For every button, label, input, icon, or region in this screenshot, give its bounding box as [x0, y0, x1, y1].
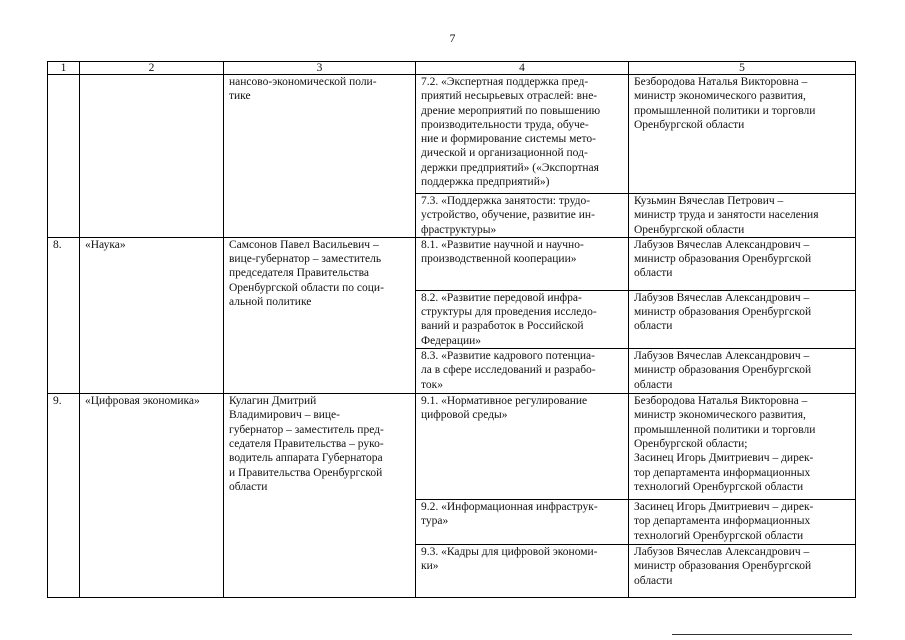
- subproject-name-line: ток»: [421, 378, 443, 391]
- subproject-name-line: цифровой среды»: [421, 409, 508, 422]
- subproject-name-line: устройство, обучение, развитие ин-: [421, 209, 595, 222]
- header-col-4: 4: [416, 62, 629, 75]
- project-curator-line: Самсонов Павел Васильевич –: [229, 238, 379, 251]
- subproject-name-line: дической и организационной под-: [421, 147, 588, 160]
- responsible-person-line: министр экономического развития,: [634, 90, 806, 103]
- responsible-person-line: министр экономического развития,: [634, 409, 806, 422]
- responsible-person-line: Засинец Игорь Дмитриевич – дирек-: [634, 452, 814, 465]
- project-curator-line: вице-губернатор – заместитель: [229, 253, 382, 266]
- responsible-person: [629, 194, 856, 238]
- responsible-person-line: тор департамента информационных: [634, 466, 811, 479]
- responsible-person-line: Оренбургской области: [634, 223, 745, 236]
- project-curator-line: области: [229, 480, 268, 493]
- project-curator-line: нансово-экономической поли-: [229, 76, 377, 88]
- project-curator-line: тике: [229, 90, 251, 103]
- subproject-name-line: тура»: [421, 515, 449, 528]
- subproject-name: [416, 349, 629, 394]
- project-curator-line: Оренбургской области по соци-: [229, 281, 384, 294]
- responsible-person-line: области: [634, 320, 673, 333]
- project-curator-line: альной политике: [229, 296, 312, 309]
- table-body: [48, 75, 856, 598]
- responsible-person-line: министр образования Оренбургской: [634, 306, 812, 319]
- responsible-person-line: министр образования Оренбургской: [634, 253, 812, 266]
- project-name: [80, 75, 224, 238]
- project-curator-line: председателя Правительства: [229, 267, 369, 280]
- subproject-name-line: ла в сфере исследований и разрабо-: [421, 364, 596, 377]
- project-number: [48, 75, 80, 238]
- project-curator-line: седателя Правительства – руко-: [229, 437, 384, 450]
- subproject-name-line: 9.3. «Кадры для цифровой экономи-: [421, 546, 598, 559]
- responsible-person-line: тор департамента информационных: [634, 515, 811, 528]
- project-curator-line: Владимирович – вице-: [229, 409, 340, 422]
- project-number: 8.: [48, 237, 80, 393]
- project-curator-line: водитель аппарата Губернатора: [229, 452, 383, 465]
- subproject-name-line: приятий несырьевых отраслей: вне-: [421, 90, 598, 103]
- project-name: «Цифровая экономика»: [80, 394, 224, 598]
- subproject-name-line: Федерации»: [421, 334, 482, 347]
- subproject-name-line: 7.2. «Экспертная поддержка пред-: [421, 76, 589, 88]
- subproject-name-line: 9.1. «Нормативное регулирование: [421, 395, 588, 408]
- subproject-name-line: держки предприятий» («Экспортная: [421, 161, 599, 174]
- responsible-person-line: области: [634, 267, 673, 280]
- responsible-person-line: Лабузов Вячеслав Александрович –: [634, 546, 810, 559]
- subproject-name-line: 9.2. «Информационная инфраструк-: [421, 501, 598, 514]
- responsible-person-line: Лабузов Вячеслав Александрович –: [634, 350, 810, 363]
- subproject-name-line: фраструктуры»: [421, 223, 497, 236]
- subproject-name-line: 8.3. «Развитие кадрового потенциа-: [421, 350, 595, 363]
- footer-divider: [672, 634, 852, 635]
- subproject-name: [416, 194, 629, 238]
- responsible-person-line: министр труда и занятости населения: [634, 209, 819, 222]
- responsible-person-line: Безбородова Наталья Викторовна –: [634, 395, 808, 408]
- subproject-name-line: ки»: [421, 560, 439, 573]
- responsible-person: [629, 349, 856, 394]
- responsible-person-line: Лабузов Вячеслав Александрович –: [634, 238, 810, 251]
- subproject-name: [416, 394, 629, 500]
- project-curator-line: губернатор – заместитель пред-: [229, 423, 384, 436]
- subproject-name: [416, 545, 629, 598]
- subproject-name-line: 7.3. «Поддержка занятости: трудо-: [421, 195, 591, 207]
- responsible-person-line: области: [634, 378, 673, 391]
- header-row: [48, 62, 856, 75]
- subproject-name: [416, 290, 629, 348]
- project-curator: [224, 237, 416, 393]
- responsible-person: [629, 75, 856, 194]
- responsible-person-line: области: [634, 574, 673, 587]
- responsible-person-line: Кузьмин Вячеслав Петрович –: [634, 195, 784, 207]
- project-name: «Наука»: [80, 237, 224, 393]
- responsible-person-line: Лабузов Вячеслав Александрович –: [634, 291, 810, 304]
- responsible-person-line: Безбородова Наталья Викторовна –: [634, 76, 808, 88]
- subproject-name-line: ваний и разработок в Российской: [421, 320, 584, 333]
- header-col-2: 2: [80, 62, 224, 75]
- subproject-name-line: производительности труда, обуче-: [421, 118, 589, 131]
- subproject-name: [416, 500, 629, 545]
- project-number: 9.: [48, 394, 80, 598]
- subproject-name-line: 8.2. «Развитие передовой инфра-: [421, 291, 582, 304]
- responsible-person: [629, 500, 856, 545]
- table-row: [48, 75, 856, 194]
- responsible-person-line: промышленной политики и торговли: [634, 423, 816, 436]
- page-number: 7: [449, 31, 456, 45]
- subproject-name-line: ние и формирование системы мето-: [421, 133, 596, 146]
- subproject-name-line: производственной кооперации»: [421, 253, 577, 266]
- subproject-name-line: дрение мероприятий по повышению: [421, 104, 601, 117]
- header-col-1: 1: [48, 62, 80, 75]
- responsible-person-line: Засинец Игорь Дмитриевич – дирек-: [634, 501, 814, 514]
- subproject-name: [416, 75, 629, 194]
- responsible-person-line: Оренбургской области;: [634, 437, 748, 450]
- responsible-person-line: Оренбургской области: [634, 118, 745, 131]
- project-curator: [224, 75, 416, 238]
- project-curator: [224, 394, 416, 598]
- subproject-name: [416, 237, 629, 290]
- project-curator-line: и Правительства Оренбургской: [229, 466, 383, 479]
- responsible-person-line: технологий Оренбургской области: [634, 480, 804, 493]
- table-row: [48, 394, 856, 500]
- subproject-name-line: поддержка предприятий»): [421, 176, 550, 189]
- table-row: [48, 237, 856, 290]
- responsible-person: [629, 394, 856, 500]
- project-curator-line: Кулагин Дмитрий: [229, 395, 317, 408]
- responsible-person-line: технологий Оренбургской области: [634, 529, 804, 542]
- subproject-name-line: 8.1. «Развитие научной и научно-: [421, 238, 584, 251]
- subproject-name-line: структуры для проведения исследо-: [421, 306, 597, 319]
- header-col-5: 5: [629, 62, 856, 75]
- responsible-person-line: министр образования Оренбургской: [634, 560, 812, 573]
- responsible-person: [629, 545, 856, 598]
- responsible-person: [629, 290, 856, 348]
- header-col-3: 3: [224, 62, 416, 75]
- projects-table: [47, 61, 856, 598]
- responsible-person-line: министр образования Оренбургской: [634, 364, 812, 377]
- responsible-person: [629, 237, 856, 290]
- responsible-person-line: промышленной политики и торговли: [634, 104, 816, 117]
